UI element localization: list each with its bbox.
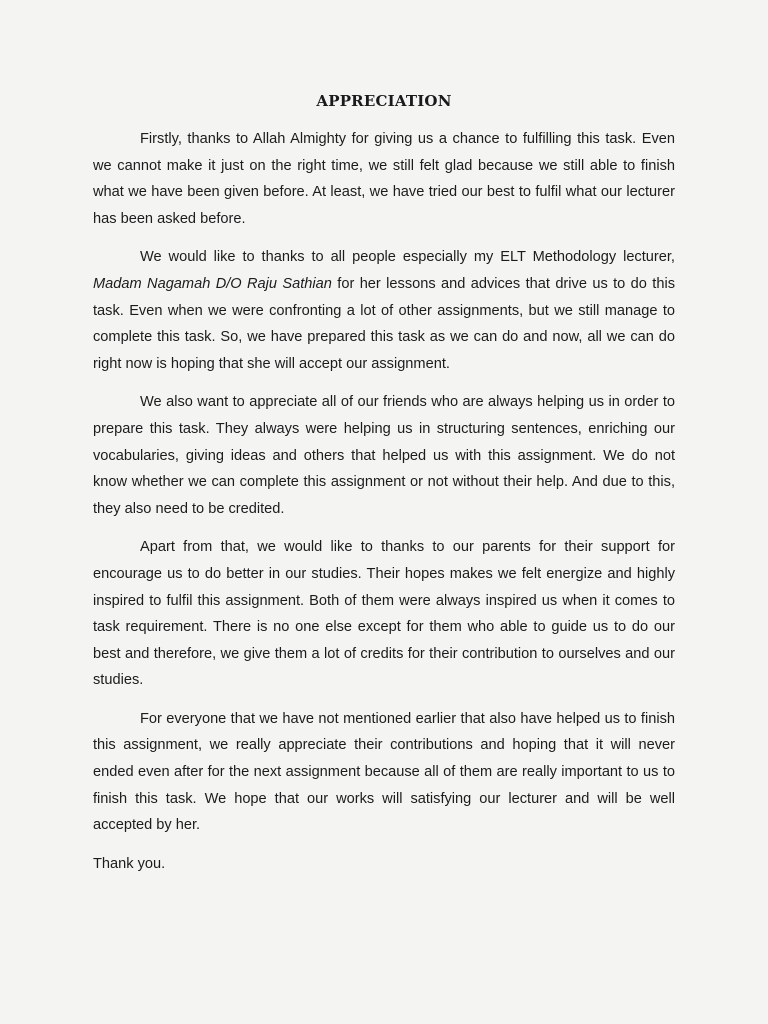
paragraph-thanks-friends: We also want to appreciate all of our friends who are always helping us in order to prepare this task. They always were helping us in structuring sentences, enriching our vocabularies, giving ideas and others that helped us with this assignment. We do not know whether we can complete this assignment or not without their help. And due to this, they also need to be credited. [93,394,675,517]
paragraph-thanks-everyone: For everyone that we have not mentioned earlier that also have helped us to finish this assignment, we really appreciate their contributions and hoping that it will never ended even after for the next assignment because all of them are really important to us to finish this task. We hope that our works will satisfying our lecturer and will be well accepted by her. [93,710,675,834]
paragraph-thanks-allah: Firstly, thanks to Allah Almighty for giving us a chance to fulfilling this task. Even we cannot make it just on the right time, we still felt glad because we still able to finish what we have been given before. At least, we have tried our best to fulfil what our lecturer has been asked before. [93,131,675,227]
paragraph-thanks-lecturer [93,244,675,377]
paragraph-text: We would like to thanks to all people especially my ELT Methodology lecturer, [140,249,675,266]
paragraph-text: for her lessons and advices that drive us to do this task. Even when we were confronting a lot of other assignments, but we still manage to complete this task. So, we have prepared this task as we can do and now, all we can do right now is hoping that she will accept our assignment. [93,275,675,372]
document-body [93,126,675,889]
lecturer-name: Madam Nagamah D/O Raju Sathian [93,275,332,292]
paragraph-thanks-parents: Apart from that, we would like to thanks to our parents for their support for encourage us to do better in our studies. Their hopes makes we felt energize and highly inspired to fulfil this assignment. Both of them were always inspired us when it comes to task requirement. There is no one else except for them who able to guide us to do our best and therefore, we give them a lot of credits for their contribution to ourselves and our studies. [93,539,675,689]
page-title: APPRECIATION [316,92,452,110]
closing-line: Thank you. [93,855,166,872]
